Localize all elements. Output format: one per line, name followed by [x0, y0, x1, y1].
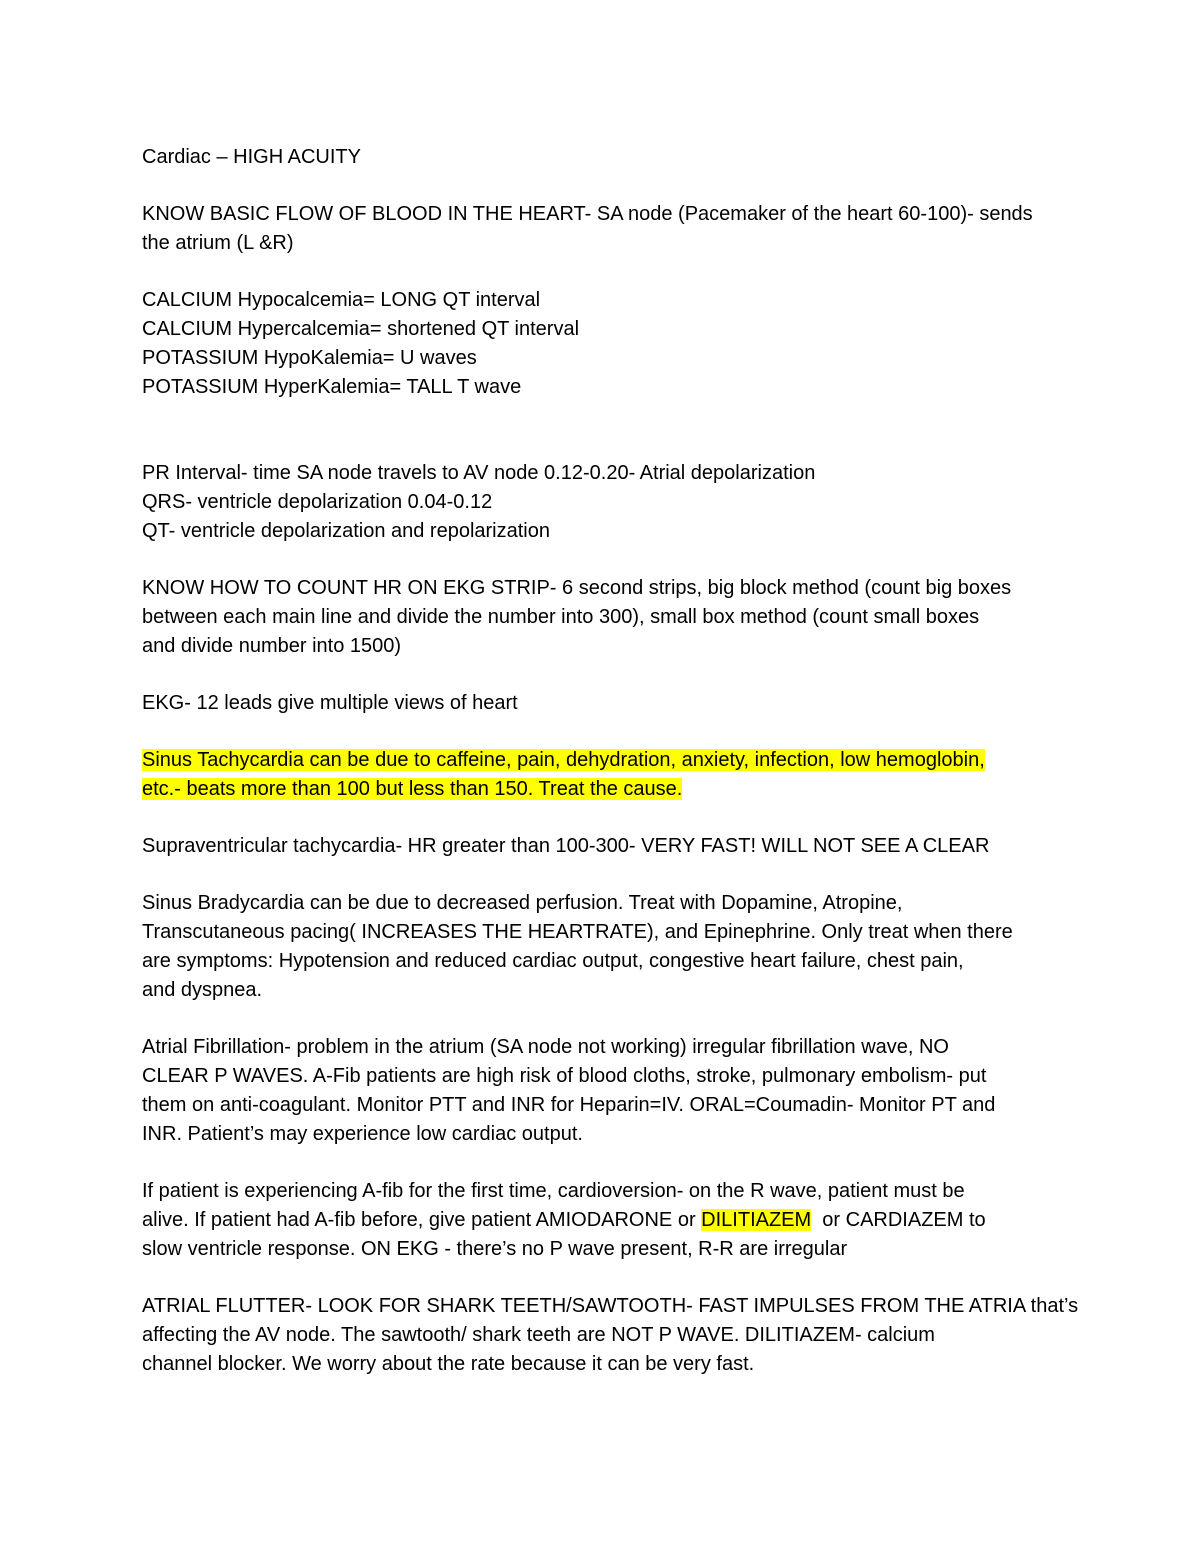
- text-line: between each main line and divide the number into 300), small box method (count small boxes: [142, 606, 980, 628]
- text-line: them on anti-coagulant. Monitor PTT and INR for Heparin=IV. ORAL=Coumadin- Monitor PT and: [142, 1094, 996, 1116]
- afib-treatment-paragraph: [142, 1177, 1062, 1264]
- intervals-paragraph: [142, 459, 1062, 546]
- text-line: CLEAR P WAVES. A-Fib patients are high risk of blood cloths, stroke, pulmonary embolism- put: [142, 1065, 987, 1087]
- text-line: KNOW HOW TO COUNT HR ON EKG STRIP- 6 second strips, big block method (count big boxes: [142, 577, 1012, 599]
- document-title: [142, 143, 1062, 172]
- highlighted-text: etc.- beats more than 100 but less than 150. Treat the cause.: [142, 778, 683, 800]
- text-line: the atrium (L &R): [142, 232, 294, 254]
- text-line: EKG- 12 leads give multiple views of heart: [142, 692, 518, 714]
- title-line: Cardiac – HIGH ACUITY: [142, 146, 361, 168]
- highlighted-line: [142, 746, 1062, 775]
- text-line: are symptoms: Hypotension and reduced cardiac output, congestive heart failure, chest pain,: [142, 950, 964, 972]
- text-line: Atrial Fibrillation- problem in the atrium (SA node not working) irregular fibrillation wave, NO: [142, 1036, 949, 1058]
- text-line: KNOW BASIC FLOW OF BLOOD IN THE HEART- SA node (Pacemaker of the heart 60-100)- sends: [142, 203, 1033, 225]
- text-line: PR Interval- time SA node travels to AV node 0.12-0.20- Atrial depolarization: [142, 462, 816, 484]
- document-page: [142, 143, 1079, 1407]
- text-line: QRS- ventricle depolarization 0.04-0.12: [142, 491, 493, 513]
- text-line: ATRIAL FLUTTER- LOOK FOR SHARK TEETH/SAWTOOTH- FAST IMPULSES FROM THE ATRIA that’s: [142, 1295, 1079, 1317]
- atrial-flutter-paragraph: [142, 1292, 1079, 1379]
- text-line: and divide number into 1500): [142, 635, 402, 657]
- text-line: CALCIUM Hypocalcemia= LONG QT interval: [142, 289, 541, 311]
- text-line: Sinus Bradycardia can be due to decreased perfusion. Treat with Dopamine, Atropine,: [142, 892, 903, 914]
- text-line: affecting the AV node. The sawtooth/ shark teeth are NOT P WAVE. DILITIAZEM- calcium: [142, 1324, 935, 1346]
- text-segment: or CARDIAZEM to: [811, 1209, 986, 1231]
- text-line: and dyspnea.: [142, 979, 263, 1001]
- sinus-bradycardia-paragraph: [142, 889, 1062, 1005]
- highlighted-line: [142, 775, 1062, 804]
- text-line: QT- ventricle depolarization and repolarization: [142, 520, 550, 542]
- blood-flow-paragraph: [142, 200, 1062, 258]
- text-line: slow ventricle response. ON EKG - there’s no P wave present, R-R are irregular: [142, 1238, 848, 1260]
- text-line: INR. Patient’s may experience low cardiac output.: [142, 1123, 583, 1145]
- text-line: POTASSIUM HyperKalemia= TALL T wave: [142, 376, 522, 398]
- highlighted-drug-name: DILITIAZEM: [701, 1209, 812, 1231]
- highlighted-text: Sinus Tachycardia can be due to caffeine, pain, dehydration, anxiety, infection, low hemoglobin,: [142, 749, 985, 771]
- sinus-tachycardia-paragraph: [142, 746, 1062, 804]
- text-line: If patient is experiencing A-fib for the first time, cardioversion- on the R wave, patient must be: [142, 1180, 965, 1202]
- text-line-with-highlight: [142, 1206, 1062, 1235]
- text-line: POTASSIUM HypoKalemia= U waves: [142, 347, 477, 369]
- hr-counting-paragraph: [142, 574, 1062, 661]
- svt-paragraph: [142, 832, 1062, 861]
- text-line: CALCIUM Hypercalcemia= shortened QT interval: [142, 318, 580, 340]
- text-line: Supraventricular tachycardia- HR greater than 100-300- VERY FAST! WILL NOT SEE A CLEAR: [142, 835, 990, 857]
- text-line: channel blocker. We worry about the rate because it can be very fast.: [142, 1353, 755, 1375]
- electrolytes-paragraph: [142, 286, 1062, 402]
- text-line: Transcutaneous pacing( INCREASES THE HEARTRATE), and Epinephrine. Only treat when there: [142, 921, 1013, 943]
- ekg-leads-paragraph: [142, 689, 1062, 718]
- text-segment: alive. If patient had A-fib before, give patient AMIODARONE or: [142, 1209, 702, 1231]
- atrial-fibrillation-paragraph: [142, 1033, 1062, 1149]
